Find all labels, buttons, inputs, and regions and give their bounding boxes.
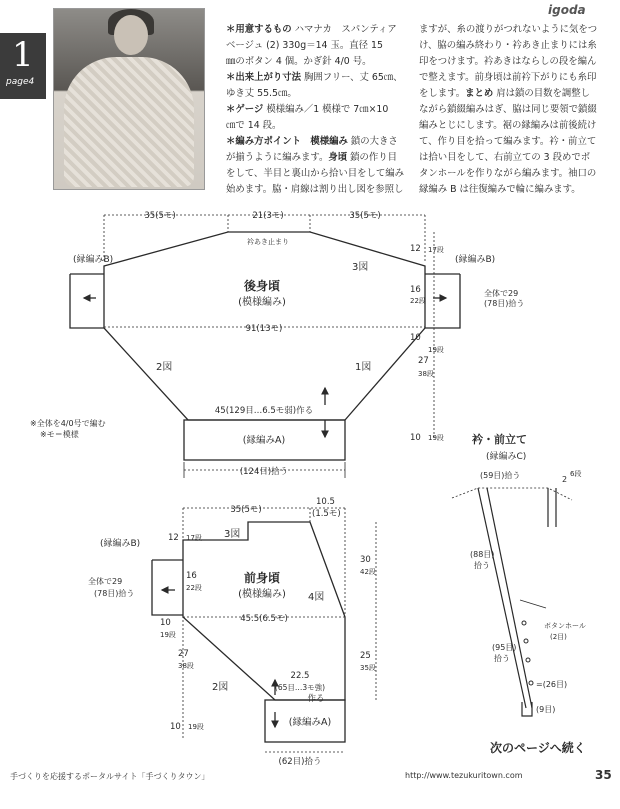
front-dim-hem-bottom: (62目)拾う xyxy=(278,757,322,767)
back-neck-note: 衿あき止まり xyxy=(247,238,289,246)
instruction-line: ながら鎖綴編みはぎ、脇は同じ要領で鎖綴 xyxy=(419,104,597,115)
collar-labels xyxy=(470,432,586,714)
instruction-line: が揃うように編みます。身頃 鎖の作り目 xyxy=(226,152,398,163)
instruction-line: 縁編み B は往復編みで輪に編みます。 xyxy=(419,184,581,195)
instruction-line: は拾い目をして、右前立ての 3 段めでボ xyxy=(419,152,591,163)
note-line-1: ※全体を4/0号で編む xyxy=(30,419,106,428)
front-left-19danb: 19段 xyxy=(188,723,204,731)
instruction-line: をします。まとめ 肩は鎖の目数を調整し xyxy=(419,88,591,99)
instruction-line: て、作り目を拾って編みます。衿・前立て xyxy=(419,136,597,147)
footer-portal-text: 手づくりを応援するポータルサイト「手づくりタウン」 xyxy=(10,772,210,781)
collar-buttonhole: ボタンホール xyxy=(544,622,586,630)
collar-buttonholes xyxy=(522,621,533,685)
back-body-labels xyxy=(73,211,527,477)
collar-pick-59: (59目)拾う xyxy=(480,471,521,480)
brand-logo: igoda xyxy=(548,3,586,17)
back-right-16: 16 xyxy=(410,285,421,295)
pattern-number: 1 xyxy=(12,35,34,75)
front-subtitle: (模様編み) xyxy=(238,589,286,600)
front-left-22dan: 22段 xyxy=(186,584,202,592)
collar-pick-88: (88目) xyxy=(470,550,495,559)
front-cuff-note2: (78目)拾う xyxy=(94,589,135,598)
front-dim-top-right2: (1.5モ) xyxy=(312,509,341,519)
collar-subtitle: (縁編みC) xyxy=(486,452,527,462)
front-left-17dan: 17段 xyxy=(186,534,202,542)
back-dim-top-mid: 21(3モ) xyxy=(252,211,284,221)
back-cuff-note1: 全体で29 xyxy=(484,289,519,298)
footer-url-link[interactable]: http://www.tezukuritown.com xyxy=(405,771,523,780)
front-left-38dan: 38段 xyxy=(178,662,194,670)
collar-mark-26: =(26目) xyxy=(536,680,568,689)
back-right-10b: 10 xyxy=(410,433,421,443)
collar-rows-2: 2 xyxy=(562,475,568,484)
front-edge-b: (縁編みB) xyxy=(100,539,141,549)
instruction-line: をして、半目と裏山から拾い目をして編み xyxy=(226,168,404,179)
front-right-30: 30 xyxy=(360,555,371,565)
back-zu3: 3図 xyxy=(352,262,369,273)
front-left-10b: 10 xyxy=(170,722,181,732)
instruction-line: ＊出来上がり寸法 胸囲フリー、丈 65㎝、 xyxy=(226,72,403,83)
front-left-19dan: 19段 xyxy=(160,631,176,639)
back-right-22dan: 22段 xyxy=(410,297,426,305)
front-dim-width: 45.5(6.5モ) xyxy=(240,614,288,624)
collar-buttonhole2: (2目) xyxy=(550,633,567,641)
instruction-line: ＊用意するもの ハマナカ スパンティア xyxy=(226,24,397,35)
continued-next-page: 次のページへ続く xyxy=(490,741,586,755)
instruction-line: 編みとじにします。裾の縁編みは前後続け xyxy=(419,120,597,131)
front-right-42dan: 42段 xyxy=(360,568,376,576)
back-right-10: 10 xyxy=(410,333,421,343)
front-title: 前身頃 xyxy=(243,571,281,585)
front-body-diagram xyxy=(152,508,376,752)
collar-pick-88b: 拾う xyxy=(474,561,490,570)
back-dim-top-right: 35(5モ) xyxy=(349,211,381,221)
back-edge-b-left: (縁編みB) xyxy=(73,255,114,265)
back-right-12: 12 xyxy=(410,244,421,254)
instruction-line: で整えます。前身頃は前衿下がりにも糸印 xyxy=(419,72,597,83)
back-cuff-note2: (78目)拾う xyxy=(484,299,525,308)
instruction-line: ベージュ (2) 330g＝14 玉。直径 15 xyxy=(226,40,383,51)
back-dim-top-left: 35(5モ) xyxy=(144,211,176,221)
back-right-19danb: 19段 xyxy=(428,434,444,442)
collar-pick-95b: 拾う xyxy=(494,654,510,663)
back-dim-width: 91(13モ) xyxy=(245,324,283,334)
front-cuff-note1: 全体で29 xyxy=(88,577,123,586)
front-dim-top: 35(5モ) xyxy=(230,505,262,515)
page-number: 35 xyxy=(595,768,612,782)
back-right-27: 27 xyxy=(418,356,429,366)
collar-pick-95: (95目) xyxy=(492,643,517,652)
front-body-labels xyxy=(88,497,376,767)
front-left-27: 27 xyxy=(178,649,189,659)
instruction-line: ㎝で 14 段。 xyxy=(226,120,282,131)
front-left-10: 10 xyxy=(160,618,171,628)
back-right-38dan: 38段 xyxy=(418,370,434,378)
back-dim-hem-top: 45(129目…6.5モ弱)作る xyxy=(214,406,314,416)
instruction-line: 始めます。脇・肩線は割り出し図を参照し xyxy=(226,184,404,195)
instruction-line: ㎜のボタン 4 個。かぎ針 4/0 号。 xyxy=(226,56,372,67)
front-dim-hem-top3: 作る xyxy=(307,694,325,704)
front-zu4: 4図 xyxy=(308,592,325,603)
collar-mark-9: (9目) xyxy=(536,705,556,714)
front-left-12: 12 xyxy=(168,533,179,543)
instruction-line: タンホールを作りながら編みます。袖口の xyxy=(419,168,597,179)
back-subtitle: (模様編み) xyxy=(238,297,286,308)
back-zu2: 2図 xyxy=(156,362,173,373)
front-right-25: 25 xyxy=(360,651,371,661)
instruction-line: ますが、糸の渡りがつれないように気をつ xyxy=(419,24,598,35)
back-title: 後身頃 xyxy=(243,279,281,293)
collar-title: 衿・前立て xyxy=(472,433,527,446)
front-dim-hem-top1: 22.5 xyxy=(290,671,310,681)
back-edge-b-right: (縁編みB) xyxy=(455,255,496,265)
back-right-17dan: 17段 xyxy=(428,246,444,254)
instruction-line: ＊ゲージ 模様編み／1 模様で 7㎝×10 xyxy=(226,104,389,115)
pattern-page-ref: page4 xyxy=(6,77,35,87)
front-edge-a: (縁編みA) xyxy=(288,717,332,728)
instruction-line: ゆき丈 55.5㎝。 xyxy=(226,88,297,99)
back-edge-a: (縁編みA) xyxy=(242,435,286,446)
instruction-line: 印をつけます。衿あきはならしの段を編ん xyxy=(419,56,597,67)
front-right-35dan: 35段 xyxy=(360,664,376,672)
instruction-line: け、脇の編み終わり・衿あき止まりには糸 xyxy=(419,40,597,51)
front-left-16: 16 xyxy=(186,571,197,581)
collar-rows-6dan: 6段 xyxy=(570,470,582,478)
front-dim-hem-top2: (65目…3モ強) xyxy=(274,683,326,692)
instruction-line: ＊編み方ポイント 模様編み 鎖の大きさ xyxy=(226,136,398,147)
front-zu3: 3図 xyxy=(224,529,241,540)
back-right-19dan: 19段 xyxy=(428,346,444,354)
back-zu1: 1図 xyxy=(355,362,372,373)
note-line-2: ※モ＝模様 xyxy=(40,430,79,439)
general-notes xyxy=(30,418,106,439)
front-zu2: 2図 xyxy=(212,682,229,693)
back-dim-hem-bottom: (124目)拾う xyxy=(239,467,289,477)
front-dim-top-right1: 10.5 xyxy=(316,497,335,507)
